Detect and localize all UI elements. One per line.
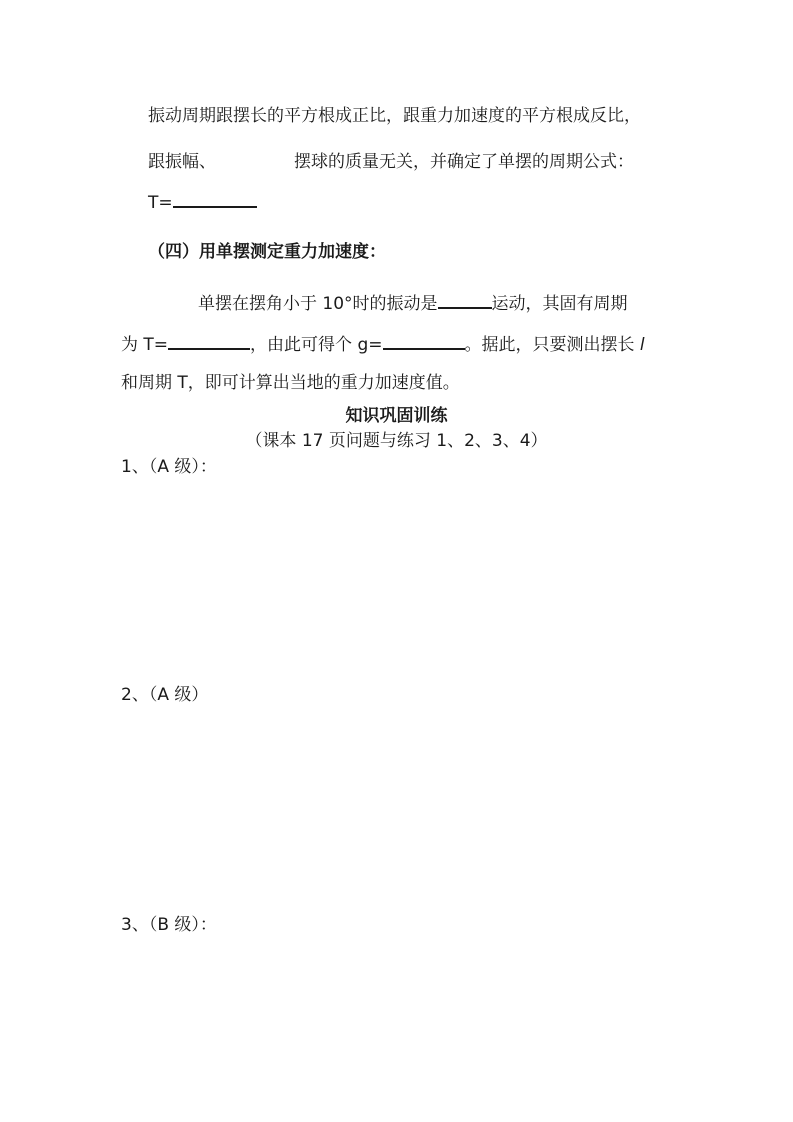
section-4-line-1-b: 运动，其固有周期 xyxy=(491,294,628,314)
consolidation-subtitle-text: （课本 17 页问题与练习 1、2、3、4） xyxy=(245,431,548,451)
pendulum-length-symbol: l xyxy=(639,335,645,355)
exercise-item-1-label: 1、（A 级）： xyxy=(121,457,217,477)
g-value-blank[interactable] xyxy=(383,330,465,350)
section-4-line-2-a: 为 T= xyxy=(121,335,169,355)
line-2-part-b: 摆球的质量无关，并确定了单摆的周期公式： xyxy=(294,152,634,172)
section-4-line-3 xyxy=(121,371,460,395)
section-4-heading xyxy=(148,240,386,264)
section-4-line-1 xyxy=(198,289,628,316)
section-4-line-1-a: 单摆在摆角小于 10°时的振动是 xyxy=(198,294,438,314)
line-1-text: 振动周期跟摆长的平方根成正比，跟重力加速度的平方根成反比， xyxy=(148,106,641,126)
section-4-line-2-b: ，由此可得个 g= xyxy=(250,335,383,355)
period-formula-blank[interactable] xyxy=(173,188,257,208)
text-line-2 xyxy=(148,150,634,174)
line-2-part-a: 跟振幅、 xyxy=(148,152,216,172)
exercise-item-1 xyxy=(121,455,217,479)
period-blank[interactable] xyxy=(168,330,250,350)
consolidation-subtitle xyxy=(0,429,793,453)
motion-type-blank[interactable] xyxy=(438,289,492,309)
section-4-heading-text: （四）用单摆测定重力加速度： xyxy=(148,242,386,262)
period-formula-prefix: T= xyxy=(148,193,173,213)
section-4-line-2-c: 。据此，只要测出摆长 xyxy=(464,335,635,355)
period-formula-line xyxy=(148,188,257,215)
section-4-line-3-text: 和周期 T，即可计算出当地的重力加速度值。 xyxy=(121,373,460,393)
section-4-line-2 xyxy=(121,330,645,357)
exercise-item-2 xyxy=(121,683,208,707)
exercise-item-3-label: 3、（B 级）： xyxy=(121,915,217,935)
exercise-item-2-label: 2、（A 级） xyxy=(121,685,209,705)
consolidation-title xyxy=(0,404,793,428)
consolidation-title-text: 知识巩固训练 xyxy=(345,406,448,426)
text-line-1 xyxy=(148,104,641,128)
exercise-item-3 xyxy=(121,913,217,937)
